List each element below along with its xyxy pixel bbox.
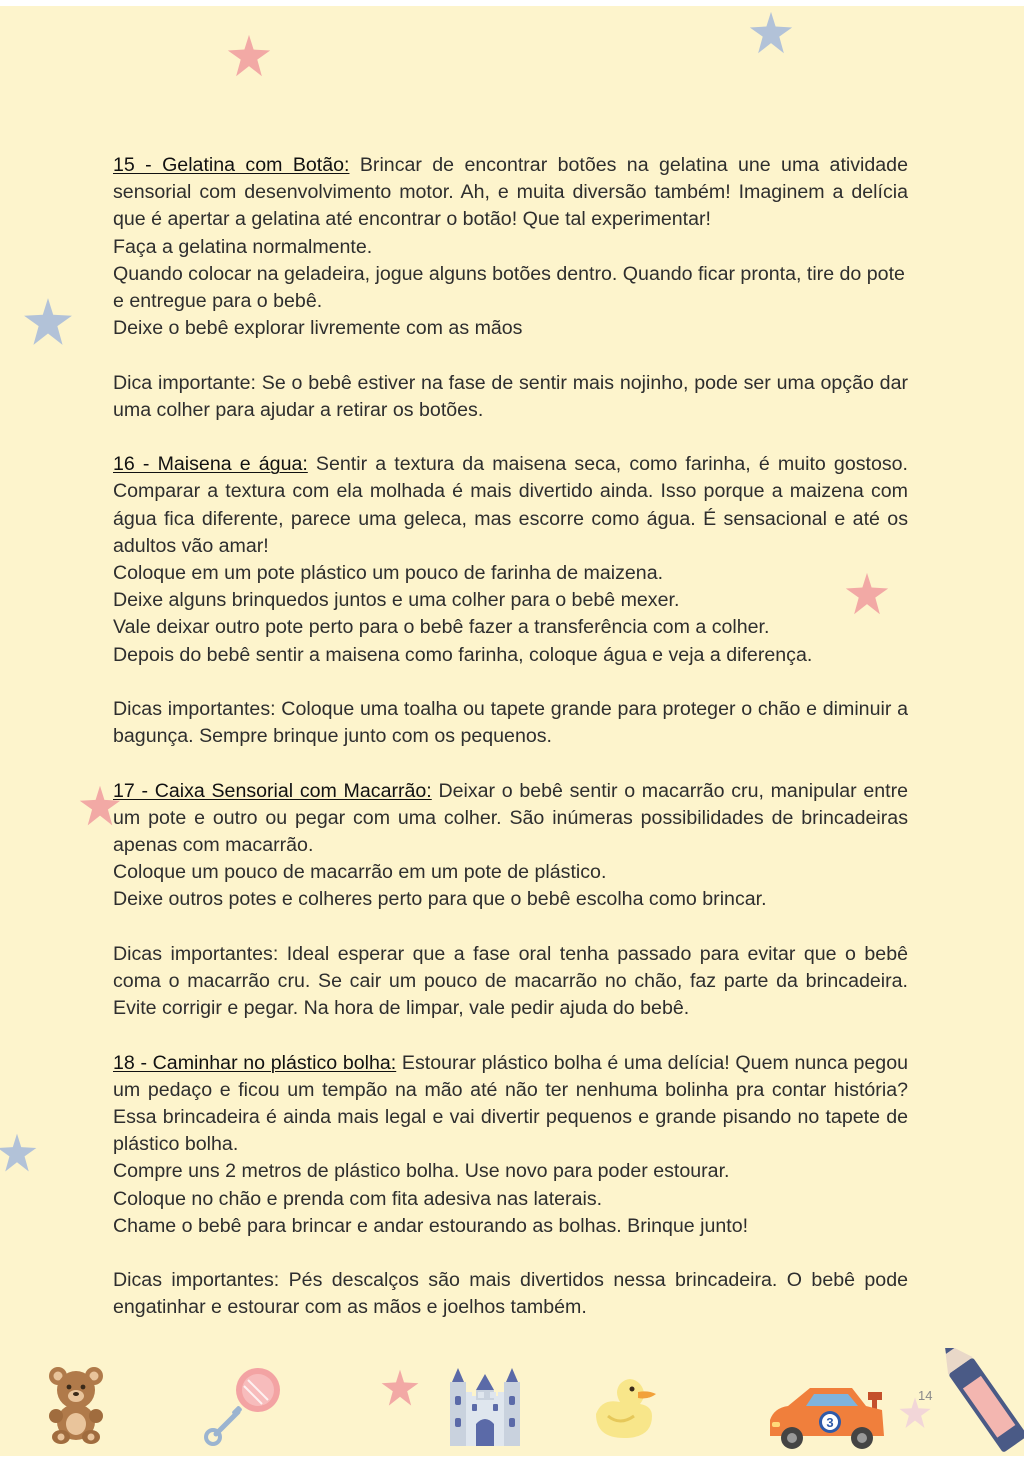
section-18-intro: 18 - Caminhar no plástico bolha: Estourar plástico bolha é uma delícia! Quem nunca pegou um pedaço e ficou um tempão na mão até não ter nenhuma bolinha pra contar história? Essa brincadeira é ainda mais legal e vai divertir pequenos e grande pisando no tapete de plástico bolha.	[113, 1051, 908, 1156]
section-18-step: Chame o bebê para brincar e andar estourando as bolhas. Brinque junto!	[113, 1214, 749, 1237]
content	[113, 152, 908, 1322]
star-icon	[22, 296, 74, 348]
section-15-step: Quando colocar na geladeira, jogue alguns botões dentro. Quando ficar pronta, tire do pote e entregue para o bebê.	[113, 262, 905, 313]
section-17-tip: Dicas importantes: Ideal esperar que a fase oral tenha passado para evitar que o bebê coma o macarrão cru. Se cair um pouco de macarrão no chão, faz parte da brincadeira. Evite corrigir e pegar. Na hora de limpar, vale pedir ajuda do bebê.	[113, 942, 908, 1020]
race-car-icon	[766, 1380, 888, 1450]
section-18-step: Coloque no chão e prenda com fita adesiva nas laterais.	[113, 1187, 603, 1210]
section-18-tip: Dicas importantes: Pés descalços são mais divertidos nessa brincadeira. O bebê pode engatinhar e estourar com as mãos e joelhos também.	[113, 1269, 908, 1319]
car-number: 3	[826, 1415, 834, 1430]
star-icon	[748, 10, 794, 56]
section-15-tip: Dica importante: Se o bebê estiver na fase de sentir mais nojinho, pode ser uma opção dar uma colher para ajudar a retirar os botões.	[113, 371, 908, 421]
star-icon	[380, 1368, 420, 1408]
section-17-step: Coloque um pouco de macarrão em um pote de plástico.	[113, 861, 607, 884]
section-16-step: Coloque em um pote plástico um pouco de farinha de maizena.	[113, 562, 664, 585]
section-16-step: Deixe alguns brinquedos juntos e uma colher para o bebê mexer.	[113, 589, 680, 612]
section-16-step: Vale deixar outro pote perto para o bebê fazer a transferência com a colher.	[113, 616, 770, 639]
star-icon	[0, 1132, 38, 1174]
page-number: 14	[918, 1388, 933, 1403]
star-icon	[226, 33, 272, 79]
section-17-intro: 17 - Caixa Sensorial com Macarrão: Deixar o bebê sentir o macarrão cru, manipular entre um pote e outro ou pegar com uma colher. São inúmeras possibilidades de brincadeiras apenas com macarrão.	[113, 779, 908, 857]
section-15-title: 15 - Gelatina com Botão:	[113, 154, 350, 176]
section-17-title: 17 - Caixa Sensorial com Macarrão:	[113, 779, 432, 802]
section-15-step: Faça a gelatina normalmente.	[113, 235, 373, 258]
section-16-intro: 16 - Maisena e água: Sentir a textura da maisena seca, como farinha, é muito gostoso. Comparar a textura com ela molhada é mais divertido ainda. Isso porque a maizena com água fica diferente, parece uma geleca, mas escorre como água. É sensacional e até os adultos vão amar!	[113, 453, 908, 557]
rubber-duck-icon	[590, 1372, 662, 1444]
section-18-title: 18 - Caminhar no plástico bolha:	[113, 1051, 397, 1074]
page	[0, 6, 1024, 1456]
section-17-step: Deixe outros potes e colheres perto para que o bebê escolha como brincar.	[113, 888, 767, 911]
section-16-tip: Dicas importantes: Coloque uma toalha ou tapete grande para proteger o chão e diminuir a bagunça. Sempre brinque junto com os pequenos.	[113, 698, 908, 748]
castle-icon	[442, 1366, 528, 1448]
section-15-step: Deixe o bebê explorar livremente com as mãos	[113, 317, 523, 340]
teddy-bear-icon	[44, 1364, 108, 1444]
section-18-step: Compre uns 2 metros de plástico bolha. Use novo para poder estourar.	[113, 1160, 730, 1183]
section-16-title: 16 - Maisena e água:	[113, 453, 308, 476]
section-15-intro: 15 - Gelatina com Botão: Brincar de encontrar botões na gelatina une uma atividade sensorial com desenvolvimento motor. Ah, e muita diversão também! Imaginem a delícia que é apertar a gelatina até encontrar o botão! Que tal experimentar!	[113, 154, 908, 231]
crayon-icon	[942, 1348, 1024, 1456]
section-16-step: Depois do bebê sentir a maisena como farinha, coloque água e veja a diferença.	[113, 643, 813, 666]
rattle-icon	[200, 1364, 286, 1450]
